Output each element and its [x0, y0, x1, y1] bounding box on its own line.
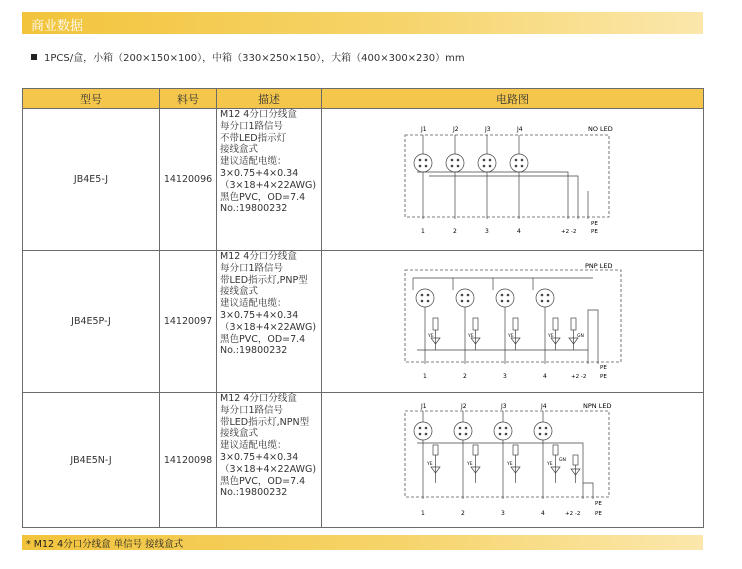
power-label: +2 -2 [564, 511, 580, 517]
pe-label: PE [599, 364, 607, 371]
table-row [23, 109, 704, 251]
desc-line: 3×0.75+4×0.34 [220, 451, 299, 463]
desc-line: 接线盒式 [220, 286, 259, 298]
desc-line: 带LED指示灯,NPN型 [220, 416, 310, 428]
terminal-label: 4 [540, 510, 545, 517]
led-label: YE [426, 462, 433, 467]
desc-line: 每分口1路信号 [220, 262, 284, 274]
header-circuit: 电路图 [322, 89, 704, 109]
desc-line: 接线盒式 [220, 428, 259, 440]
terminal-label: 4 [542, 372, 547, 380]
table-row [23, 251, 704, 393]
circuit-diagram-no-led [393, 121, 633, 239]
desc-line: 建议适配电缆： [220, 440, 287, 452]
circuit-label: PNP LED [584, 261, 613, 270]
pe-label: PE [590, 220, 598, 227]
desc-line: （3×18+4×22AWG) [220, 463, 317, 475]
model-cell: JB4E5-J [23, 109, 160, 251]
desc-line: No.:19800232 [220, 203, 288, 215]
circuit-diagram-npn-led [393, 399, 633, 521]
header-model: 型号 [23, 89, 160, 109]
circuit-cell [322, 251, 704, 393]
desc-cell [217, 109, 322, 251]
port-label: J2 [452, 125, 459, 133]
desc-line: No.:19800232 [220, 345, 288, 357]
desc-line: M12 4分口分线盒 [220, 109, 297, 120]
terminal-label: 2 [452, 227, 457, 235]
header-desc: 描述 [217, 89, 322, 109]
terminal-label: 1 [420, 510, 425, 517]
circuit-label: NO LED [587, 124, 613, 133]
pe-label: PE [599, 373, 607, 380]
section-title: 商业数据 [31, 19, 84, 34]
bullet-icon [31, 54, 37, 60]
desc-line: （3×18+4×22AWG) [220, 321, 317, 333]
terminal-label: 1 [420, 227, 425, 235]
packaging-info [31, 49, 465, 64]
desc-line: M12 4分口分线盒 [220, 251, 297, 262]
gn-label: GN [576, 333, 584, 339]
led-label: YE [507, 333, 514, 339]
desc-cell [217, 251, 322, 393]
circuit-cell [322, 109, 704, 251]
terminal-label: 4 [516, 227, 521, 235]
desc-line: 3×0.75+4×0.34 [220, 309, 299, 321]
power-label: +2 -2 [570, 373, 586, 380]
port-label: J1 [420, 403, 427, 410]
circuit-cell [322, 393, 704, 528]
led-label: YE [546, 462, 553, 467]
power-label: +2 -2 [560, 228, 576, 235]
terminal-label: 2 [462, 372, 467, 380]
led-label: YE [506, 462, 513, 467]
port-label: J1 [420, 125, 427, 133]
pe-label: PE [594, 501, 602, 507]
port-label: J3 [500, 403, 507, 410]
desc-line: 黑色PVC，OD=7.4 [220, 333, 306, 345]
pe-label: PE [594, 511, 602, 517]
terminal-label: 3 [484, 227, 489, 235]
desc-line: 每分口1路信号 [220, 404, 284, 416]
table-header-row [23, 89, 704, 109]
partno-cell: 14120097 [160, 251, 217, 393]
terminal-label: 3 [502, 372, 507, 380]
desc-line: 黑色PVC，OD=7.4 [220, 191, 306, 203]
section-header-bar [22, 12, 703, 34]
model-cell: JB4E5N-J [23, 393, 160, 528]
terminal-label: 1 [422, 372, 427, 380]
table-row [23, 393, 704, 528]
port-label: J4 [540, 403, 547, 410]
partno-cell: 14120098 [160, 393, 217, 528]
port-label: J2 [460, 403, 467, 410]
desc-line: 带LED指示灯,PNP型 [220, 274, 308, 286]
led-label: YE [466, 462, 473, 467]
partno-cell: 14120096 [160, 109, 217, 251]
model-cell: JB4E5P-J [23, 251, 160, 393]
footer-note-bar [22, 535, 703, 550]
pe-label: PE [590, 228, 598, 235]
led-label: YE [547, 333, 554, 339]
packaging-text: 1PCS/盒，小箱（200×150×100），中箱（330×250×150），大箱（400×300×230）mm [44, 53, 465, 64]
desc-line: 每分口1路信号 [220, 120, 284, 132]
desc-line: No.:19800232 [220, 487, 288, 499]
desc-line: 接线盒式 [220, 144, 259, 156]
header-partno: 料号 [160, 89, 217, 109]
terminal-label: 2 [460, 510, 465, 517]
terminal-label: 3 [500, 510, 505, 517]
led-label: YE [427, 333, 434, 339]
product-table [22, 88, 704, 528]
desc-line: 建议适配电缆： [220, 298, 287, 310]
desc-line: 黑色PVC，OD=7.4 [220, 475, 306, 487]
circuit-diagram-pnp-led [393, 260, 633, 384]
footer-note: * M12 4分口分线盒 单信号 接线盒式 [26, 539, 184, 550]
desc-line: 建议适配电缆： [220, 156, 287, 168]
led-label: YE [467, 333, 474, 339]
circuit-label: NPN LED [582, 402, 611, 410]
port-label: J3 [484, 125, 491, 133]
desc-line: 3×0.75+4×0.34 [220, 167, 299, 179]
desc-line: 不带LED指示灯 [220, 132, 287, 144]
port-label: J4 [516, 125, 523, 133]
desc-cell [217, 393, 322, 528]
desc-line: （3×18+4×22AWG) [220, 179, 317, 191]
gn-label: GN [558, 458, 566, 463]
desc-line: M12 4分口分线盒 [220, 393, 297, 404]
